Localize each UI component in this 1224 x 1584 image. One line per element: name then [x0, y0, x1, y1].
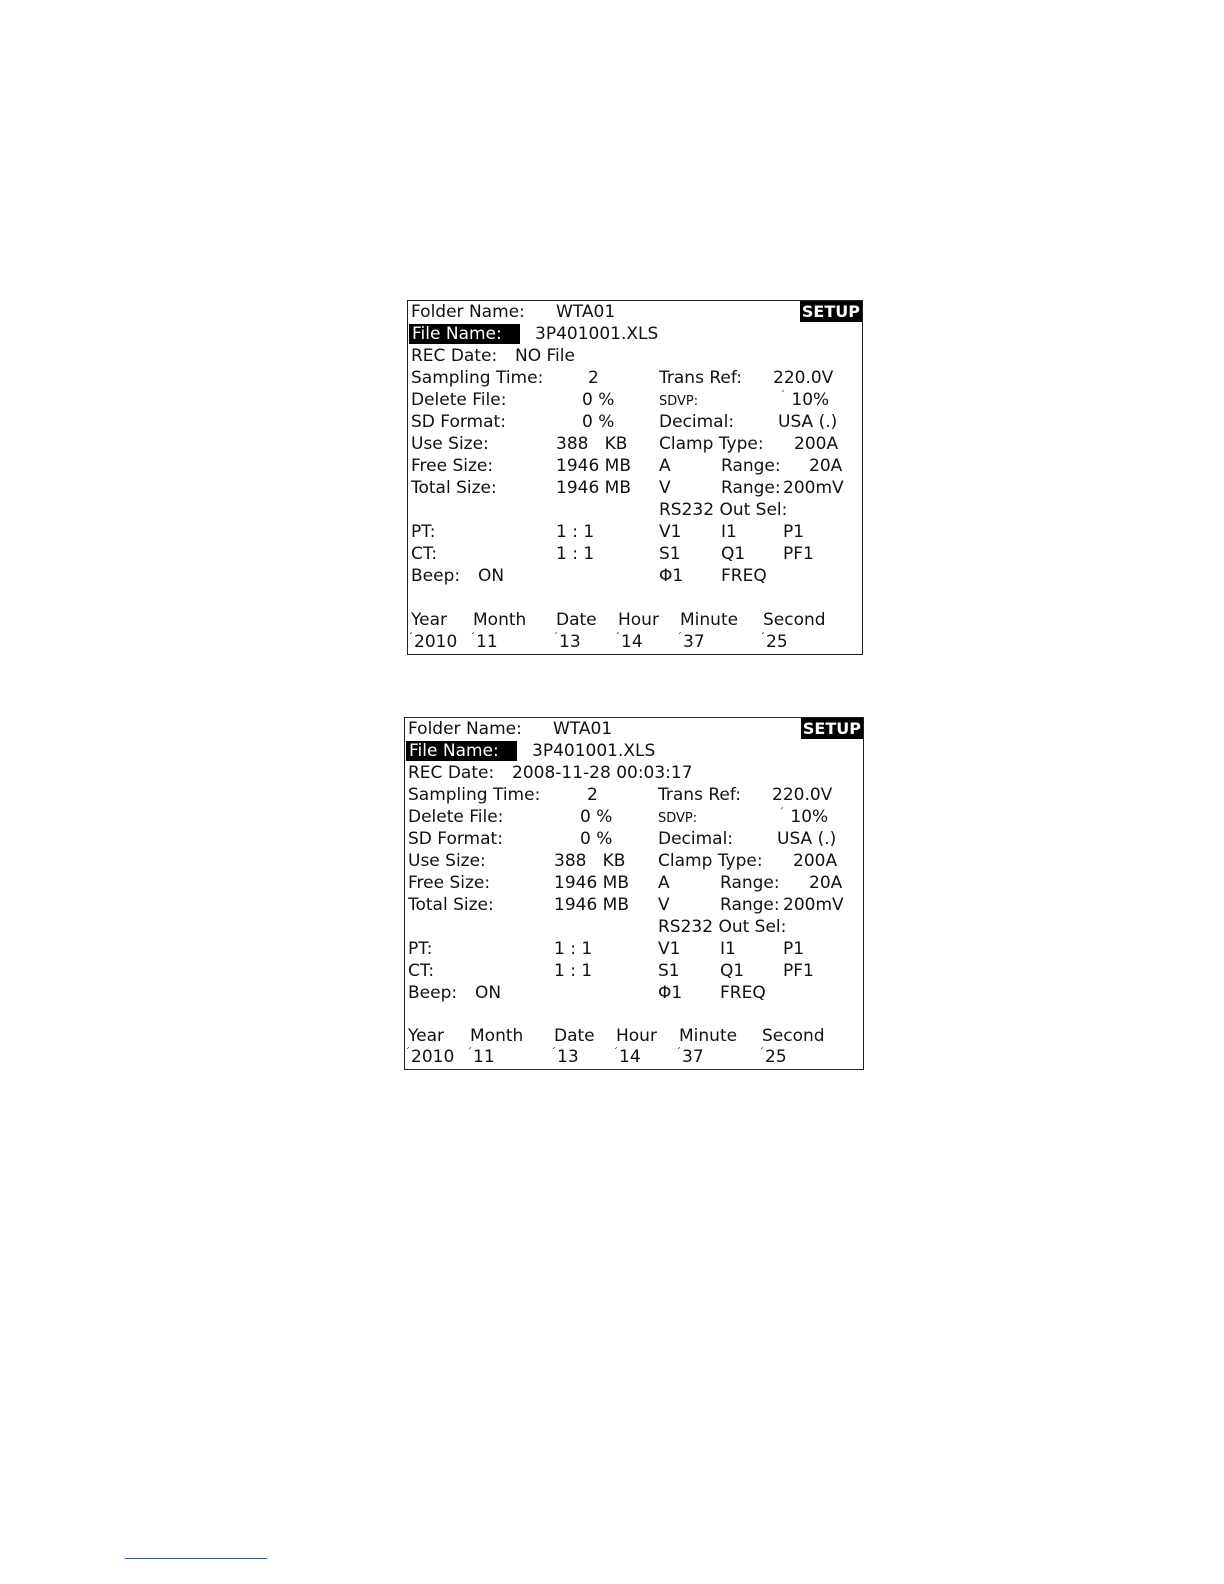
cursor-tick-icon: ´: [676, 1047, 681, 1058]
file-name-value[interactable]: 3P401001.XLS: [532, 741, 656, 761]
clock-value-date[interactable]: ´13: [551, 1047, 579, 1067]
rs232-item-freq[interactable]: FREQ: [721, 566, 767, 586]
cursor-tick-icon: ´: [408, 632, 413, 643]
folder-name-label: Folder Name:: [408, 719, 522, 739]
cursor-tick-icon: ´: [779, 807, 784, 818]
beep-value[interactable]: ON: [475, 983, 502, 1003]
free-size-value: 1946 MB: [554, 873, 629, 893]
total-size-label: Total Size:: [411, 478, 497, 498]
delete-file-label: Delete File:: [408, 807, 504, 827]
cursor-tick-icon: ´: [760, 632, 765, 643]
setup-badge: SETUP: [801, 302, 860, 321]
folder-name-label: Folder Name:: [411, 302, 525, 322]
rs232-out-sel-label: RS232 Out Sel:: [659, 500, 788, 520]
cursor-tick-icon: ´: [677, 632, 682, 643]
clock-header-minute: Minute: [680, 610, 739, 630]
beep-label: Beep:: [408, 983, 458, 1003]
clock-value-minute[interactable]: ´37: [677, 632, 705, 652]
ct-value[interactable]: 1 : 1: [554, 961, 593, 981]
clock-value-second[interactable]: ´25: [759, 1047, 787, 1067]
clock-value-month[interactable]: ´11: [470, 632, 498, 652]
use-size-label: Use Size:: [411, 434, 489, 454]
decimal-label: Decimal:: [658, 829, 734, 849]
cursor-tick-icon: ´: [613, 1047, 618, 1058]
rs232-item-s1[interactable]: S1: [659, 544, 681, 564]
clock-value-hour[interactable]: ´14: [613, 1047, 641, 1067]
clock-value-month[interactable]: ´11: [467, 1047, 495, 1067]
cursor-tick-icon: ´: [615, 632, 620, 643]
trans-ref-value[interactable]: 220.0V: [773, 368, 834, 388]
use-size-value: 388 KB: [554, 851, 626, 871]
free-size-value: 1946 MB: [556, 456, 631, 476]
trans-ref-label: Trans Ref:: [659, 368, 742, 388]
ct-label: CT:: [408, 961, 435, 981]
v-label: V: [659, 478, 671, 498]
a-label: A: [659, 456, 671, 476]
rs232-item-pf1[interactable]: PF1: [783, 544, 814, 564]
clock-header-second: Second: [762, 1026, 825, 1046]
cursor-tick-icon: ´: [780, 390, 785, 401]
clamp-type-label: Clamp Type:: [658, 851, 763, 871]
cursor-tick-icon: ´: [470, 632, 475, 643]
a-range-value[interactable]: 20A: [809, 873, 843, 893]
setup-screen-2: [404, 717, 864, 1070]
footnote-divider: [125, 1558, 267, 1559]
clock-header-hour: Hour: [618, 610, 659, 630]
free-size-label: Free Size:: [408, 873, 491, 893]
rs232-item-s1[interactable]: S1: [658, 961, 680, 981]
folder-name-value[interactable]: WTA01: [556, 302, 616, 322]
v-range-value[interactable]: 200mV: [783, 895, 844, 915]
rs232-out-sel-label: RS232 Out Sel:: [658, 917, 787, 937]
cursor-tick-icon: ´: [405, 1047, 410, 1058]
setup-screen-1: [407, 300, 863, 655]
sdvp-value[interactable]: ´ 10%: [779, 807, 829, 827]
cursor-tick-icon: ´: [553, 632, 558, 643]
sd-format-value[interactable]: 0 %: [580, 829, 613, 849]
clamp-type-value[interactable]: 200A: [793, 851, 838, 871]
a-range-value[interactable]: 20A: [809, 456, 843, 476]
decimal-value[interactable]: USA (.): [778, 412, 838, 432]
v-range-value[interactable]: 200mV: [783, 478, 844, 498]
clock-header-minute: Minute: [679, 1026, 738, 1046]
sampling-time-label: Sampling Time:: [411, 368, 544, 388]
decimal-label: Decimal:: [659, 412, 735, 432]
a-range-label: Range:: [720, 873, 780, 893]
rec-date-label: REC Date:: [411, 346, 498, 366]
clock-header-date: Date: [556, 610, 597, 630]
rs232-item-phi1[interactable]: Φ1: [658, 983, 683, 1003]
clock-header-year: Year: [411, 610, 447, 630]
clock-value-hour[interactable]: ´14: [615, 632, 643, 652]
cursor-tick-icon: ´: [467, 1047, 472, 1058]
rs232-item-pf1[interactable]: PF1: [783, 961, 814, 981]
v-range-label: Range:: [720, 895, 780, 915]
file-name-value[interactable]: 3P401001.XLS: [535, 324, 659, 344]
use-size-label: Use Size:: [408, 851, 486, 871]
delete-file-value[interactable]: 0 %: [582, 390, 615, 410]
use-size-value: 388 KB: [556, 434, 628, 454]
free-size-label: Free Size:: [411, 456, 494, 476]
clamp-type-value[interactable]: 200A: [794, 434, 839, 454]
rs232-item-p1[interactable]: P1: [783, 939, 805, 959]
rec-date-value: 2008-11-28 00:03:17: [512, 763, 693, 783]
sampling-time-label: Sampling Time:: [408, 785, 541, 805]
clock-value-year[interactable]: ´2010: [405, 1047, 455, 1067]
rs232-item-i1[interactable]: I1: [721, 522, 737, 542]
sdvp-value[interactable]: ´ 10%: [780, 390, 830, 410]
folder-name-value[interactable]: WTA01: [553, 719, 613, 739]
clock-value-date[interactable]: ´13: [553, 632, 581, 652]
rec-date-value: NO File: [515, 346, 575, 366]
sampling-time-value[interactable]: 2: [588, 368, 599, 388]
sd-format-label: SD Format:: [408, 829, 503, 849]
rs232-item-v1[interactable]: V1: [659, 522, 682, 542]
beep-value[interactable]: ON: [478, 566, 505, 586]
v-label: V: [658, 895, 670, 915]
total-size-label: Total Size:: [408, 895, 494, 915]
rs232-item-q1[interactable]: Q1: [721, 544, 746, 564]
rs232-item-freq[interactable]: FREQ: [720, 983, 766, 1003]
rs232-item-i1[interactable]: I1: [720, 939, 736, 959]
rs232-item-p1[interactable]: P1: [783, 522, 805, 542]
ct-value[interactable]: 1 : 1: [556, 544, 595, 564]
clock-header-month: Month: [470, 1026, 524, 1046]
sdvp-label: SDVP:: [658, 811, 698, 826]
decimal-value[interactable]: USA (.): [777, 829, 837, 849]
beep-label: Beep:: [411, 566, 461, 586]
trans-ref-value[interactable]: 220.0V: [772, 785, 833, 805]
pt-value[interactable]: 1 : 1: [556, 522, 595, 542]
total-size-value: 1946 MB: [556, 478, 631, 498]
sd-format-value[interactable]: 0 %: [582, 412, 615, 432]
delete-file-value[interactable]: 0 %: [580, 807, 613, 827]
clock-value-minute[interactable]: ´37: [676, 1047, 704, 1067]
delete-file-label: Delete File:: [411, 390, 507, 410]
clamp-type-label: Clamp Type:: [659, 434, 764, 454]
clock-header-second: Second: [763, 610, 826, 630]
setup-badge: SETUP: [802, 719, 861, 738]
clock-header-year: Year: [408, 1026, 444, 1046]
rs232-item-v1[interactable]: V1: [658, 939, 681, 959]
clock-value-second[interactable]: ´25: [760, 632, 788, 652]
sampling-time-value[interactable]: 2: [587, 785, 598, 805]
clock-header-hour: Hour: [616, 1026, 657, 1046]
pt-value[interactable]: 1 : 1: [554, 939, 593, 959]
sd-format-label: SD Format:: [411, 412, 506, 432]
cursor-tick-icon: ´: [759, 1047, 764, 1058]
ct-label: CT:: [411, 544, 438, 564]
rs232-item-q1[interactable]: Q1: [720, 961, 745, 981]
a-range-label: Range:: [721, 456, 781, 476]
clock-header-month: Month: [473, 610, 527, 630]
a-label: A: [658, 873, 670, 893]
file-name-label[interactable]: File Name:: [409, 324, 520, 344]
clock-header-date: Date: [554, 1026, 595, 1046]
pt-label: PT:: [408, 939, 433, 959]
pt-label: PT:: [411, 522, 436, 542]
trans-ref-label: Trans Ref:: [658, 785, 741, 805]
sdvp-label: SDVP:: [659, 394, 699, 409]
rec-date-label: REC Date:: [408, 763, 495, 783]
v-range-label: Range:: [721, 478, 781, 498]
file-name-label[interactable]: File Name:: [406, 741, 517, 761]
clock-value-year[interactable]: ´2010: [408, 632, 458, 652]
total-size-value: 1946 MB: [554, 895, 629, 915]
cursor-tick-icon: ´: [551, 1047, 556, 1058]
rs232-item-phi1[interactable]: Φ1: [659, 566, 684, 586]
